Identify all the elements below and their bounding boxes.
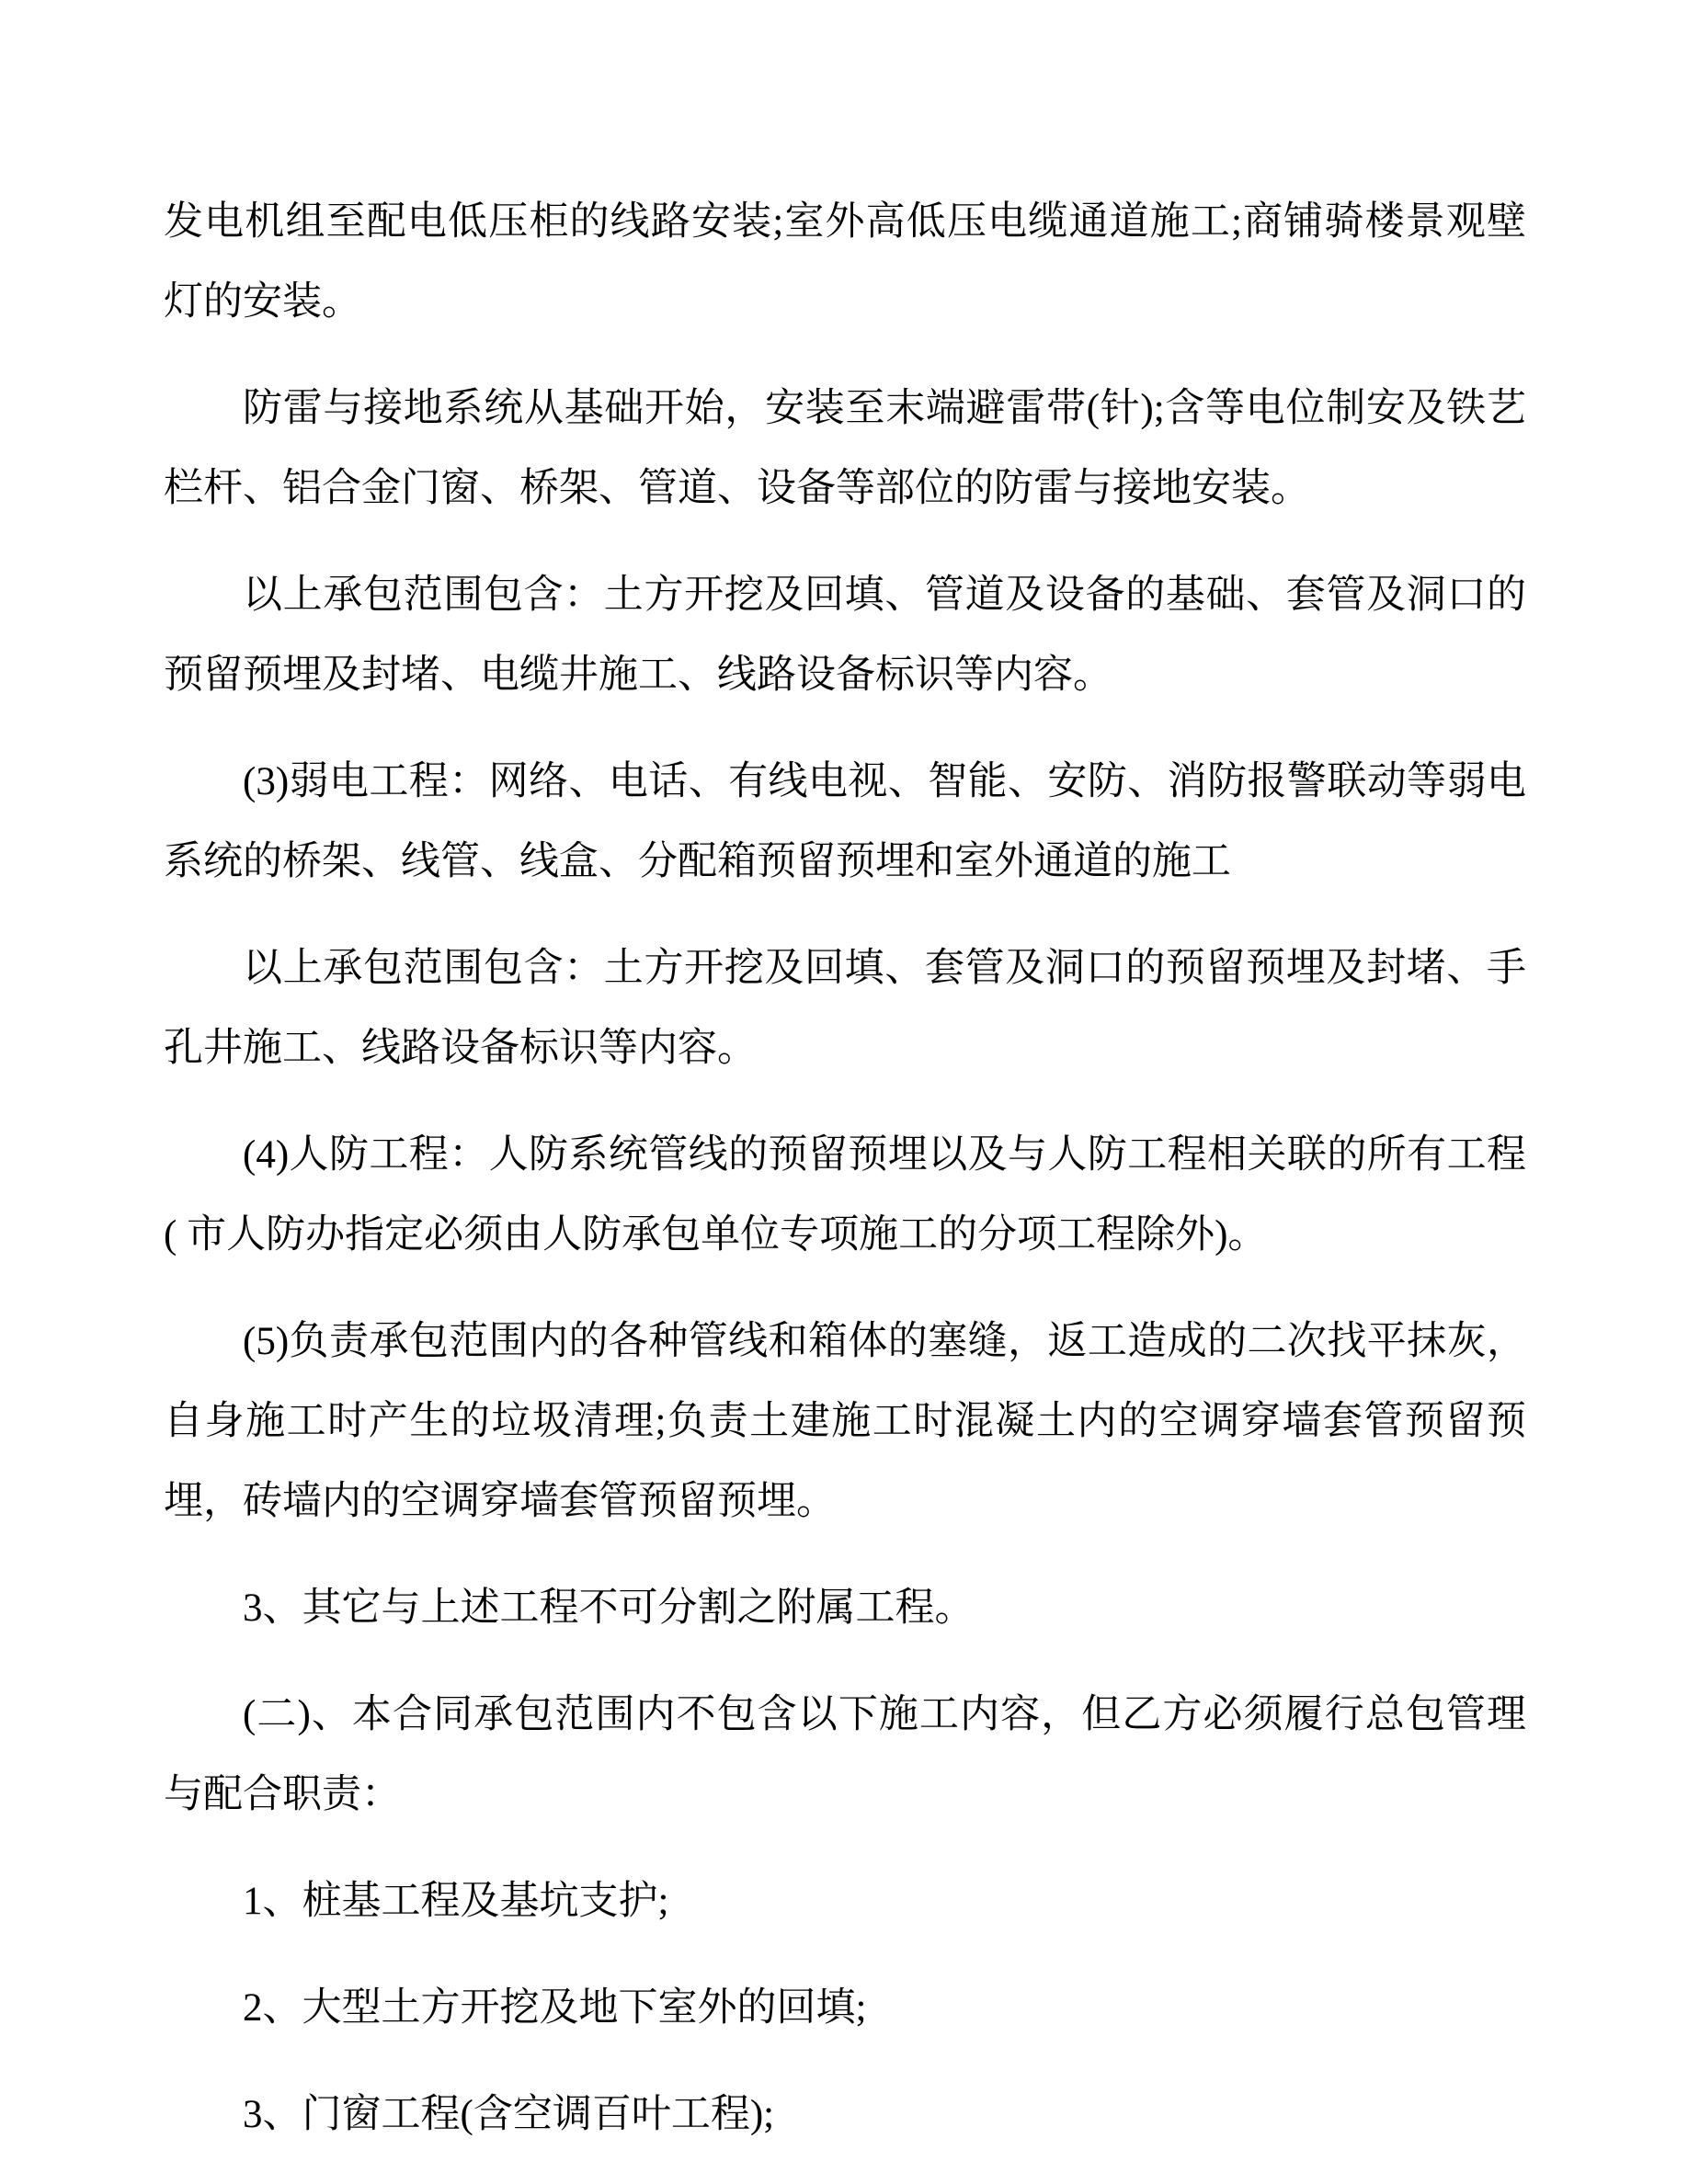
paragraph: 1、桩基工程及基坑支护; xyxy=(243,1880,669,1923)
paragraph: (二)、本合同承包范围内不包含以下施工内容，但乙方必须履行总包管理与配合职责： xyxy=(164,1693,1526,1816)
paragraph: (4)人防工程：人防系统管线的预留预埋以及与人防工程相关联的所有工程( 市人防办指定必须由人防承包单位专项施工的分项工程除外)。 xyxy=(164,1133,1526,1257)
paragraph: 发电机组至配电低压柜的线路安装;室外高低压电缆通道施工;商铺骑楼景观壁灯的安装。 xyxy=(164,200,1526,324)
paragraph: 3、其它与上述工程不可分割之附属工程。 xyxy=(243,1587,975,1630)
paragraph: 以上承包范围包含：土方开挖及回填、管道及设备的基础、套管及洞口的预留预埋及封堵、电缆井施工、线路设备标识等内容。 xyxy=(164,574,1526,697)
paragraph: 防雷与接地系统从基础开始，安装至末端避雷带(针);含等电位制安及铁艺栏杆、铝合金门窗、桥架、管道、设备等部位的防雷与接地安装。 xyxy=(164,387,1526,510)
paragraph: 以上承包范围包含：土方开挖及回填、套管及洞口的预留预埋及封堵、手孔井施工、线路设备标识等内容。 xyxy=(164,947,1526,1070)
paragraph: (3)弱电工程：网络、电话、有线电视、智能、安防、消防报警联动等弱电系统的桥架、线管、线盒、分配箱预留预埋和室外通道的施工 xyxy=(164,760,1526,883)
paragraph: (5)负责承包范围内的各种管线和箱体的塞缝，返工造成的二次找平抹灰，自身施工时产生的垃圾清理;负责土建施工时混凝土内的空调穿墙套管预留预埋，砖墙内的空调穿墙套管预留预埋。 xyxy=(164,1320,1526,1523)
paragraph: 2、大型土方开挖及地下室外的回填; xyxy=(243,1986,867,2030)
paragraph: 3、门窗工程(含空调百叶工程); xyxy=(243,2093,775,2136)
